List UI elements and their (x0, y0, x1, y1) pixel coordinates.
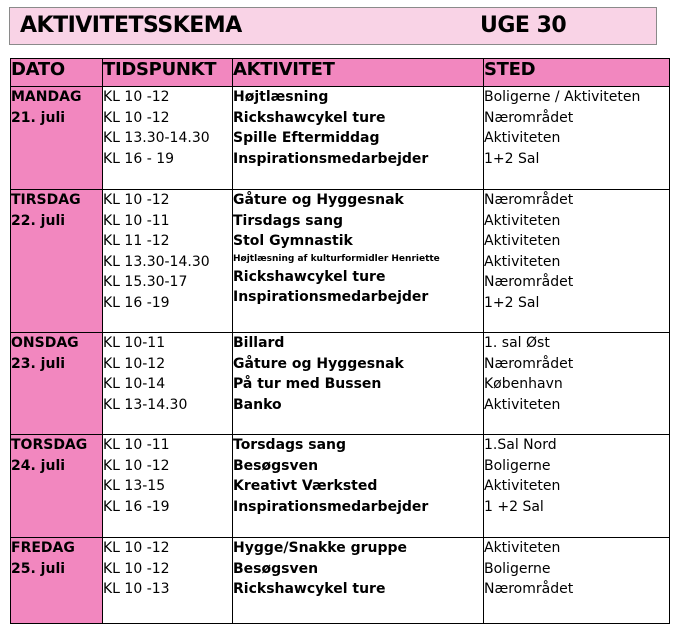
activity-entry: Rickshawcykel ture (233, 268, 386, 285)
activity-entry: Rickshawcykel ture (233, 581, 386, 597)
day-name: TORSDAG (11, 437, 88, 453)
day-name: TIRSDAG (11, 192, 81, 208)
place-entry: 1 +2 Sal (484, 498, 544, 515)
place-entry: Aktiviteten (484, 130, 561, 146)
day-row-monday (11, 87, 670, 190)
place-entry: Nærområdet (484, 109, 574, 126)
activity-entry: Hygge/Snakke gruppe (233, 540, 408, 556)
time-entry: KL 10 -12 (103, 560, 170, 577)
place-entry: Boligerne (484, 457, 551, 474)
time-cell (103, 190, 233, 333)
column-header-activity: AKTIVITET (233, 59, 484, 87)
activity-entry: Spille Eftermiddag (233, 130, 380, 146)
place-entry: 1. sal Øst (484, 335, 550, 351)
time-entry: KL 10 -11 (103, 437, 170, 453)
day-date: 23. juli (11, 355, 66, 372)
activity-entry: På tur med Bussen (233, 376, 382, 392)
activity-cell (233, 538, 484, 624)
day-cell (11, 538, 103, 624)
place-entry: Aktiviteten (484, 478, 561, 494)
time-entry: KL 11 -12 (103, 233, 170, 249)
time-cell (103, 538, 233, 624)
time-entry: KL 10 -12 (103, 89, 170, 105)
time-entry: KL 10 -12 (103, 109, 170, 126)
place-cell (484, 87, 670, 190)
day-name: MANDAG (11, 89, 82, 105)
place-cell (484, 435, 670, 538)
place-entry: Nærområdet (484, 274, 574, 290)
day-date: 24. juli (11, 457, 66, 474)
column-header-date: DATO (11, 59, 103, 87)
place-entry: Aktiviteten (484, 212, 561, 229)
time-entry: KL 10 -11 (103, 212, 170, 229)
place-entry: Aktiviteten (484, 540, 561, 556)
day-row-tuesday (11, 190, 670, 333)
activity-entry: Rickshawcykel ture (233, 109, 386, 126)
time-entry: KL 16 -19 (103, 498, 170, 515)
day-cell (11, 190, 103, 333)
place-entry: Boligerne / Aktiviteten (484, 89, 641, 105)
time-cell (103, 87, 233, 190)
activity-entry: Torsdags sang (233, 437, 347, 453)
place-cell (484, 333, 670, 435)
activity-entry: Gåture og Hyggesnak (233, 192, 404, 208)
place-entry: Aktiviteten (484, 253, 561, 270)
place-entry: Aktiviteten (484, 396, 561, 413)
time-entry: KL 10 -12 (103, 192, 170, 208)
time-entry: KL 13.30-14.30 (103, 253, 210, 270)
activity-entry: Banko (233, 396, 282, 413)
title-bar (9, 7, 657, 45)
activity-entry: Højtlæsning (233, 89, 329, 105)
schedule-table (10, 58, 670, 624)
activity-entry: Besøgsven (233, 457, 319, 474)
activity-cell (233, 190, 484, 333)
day-name: FREDAG (11, 540, 75, 556)
day-date: 25. juli (11, 560, 66, 577)
activity-entry: Inspirationsmedarbejder (233, 150, 429, 167)
day-row-wednesday (11, 333, 670, 435)
place-entry: 1.Sal Nord (484, 437, 557, 453)
day-row-thursday (11, 435, 670, 538)
activity-cell (233, 333, 484, 435)
time-entry: KL 10 -12 (103, 540, 170, 556)
time-entry: KL 10-14 (103, 376, 166, 392)
activity-entry: Besøgsven (233, 560, 319, 577)
header-row (11, 59, 670, 87)
day-cell (11, 333, 103, 435)
place-entry: 1+2 Sal (484, 150, 540, 167)
activity-entry: Gåture og Hyggesnak (233, 355, 404, 372)
column-header-place: STED (484, 59, 670, 87)
day-name: ONSDAG (11, 335, 79, 351)
time-entry: KL 10 -12 (103, 457, 170, 474)
time-entry: KL 16 - 19 (103, 150, 175, 167)
time-entry: KL 16 -19 (103, 294, 170, 311)
column-header-time: TIDSPUNKT (103, 59, 233, 87)
activity-entry: Inspirationsmedarbejder (233, 498, 429, 515)
place-cell (484, 190, 670, 333)
day-row-friday (11, 538, 670, 624)
activity-entry-small: Højtlæsning af kulturformidler Henriette (233, 253, 440, 264)
activity-entry: Kreativt Værksted (233, 478, 378, 494)
place-cell (484, 538, 670, 624)
week-label: UGE 30 (480, 13, 567, 38)
activity-entry: Stol Gymnastik (233, 233, 353, 249)
place-entry: København (484, 376, 563, 392)
place-entry: 1+2 Sal (484, 294, 540, 311)
day-date: 21. juli (11, 109, 66, 126)
place-entry: Aktiviteten (484, 233, 561, 249)
time-entry: KL 13-14.30 (103, 396, 188, 413)
activity-entry: Billard (233, 335, 285, 351)
time-cell (103, 333, 233, 435)
time-entry: KL 10-12 (103, 355, 166, 372)
time-entry: KL 10-11 (103, 335, 166, 351)
place-entry: Boligerne (484, 560, 551, 577)
activity-entry: Tirsdags sang (233, 212, 344, 229)
day-cell (11, 435, 103, 538)
activity-cell (233, 435, 484, 538)
page-title: AKTIVITETSSKEMA (20, 13, 242, 38)
time-entry: KL 13-15 (103, 478, 166, 494)
activity-cell (233, 87, 484, 190)
activity-entry: Inspirationsmedarbejder (233, 289, 429, 305)
time-cell (103, 435, 233, 538)
place-entry: Nærområdet (484, 355, 574, 372)
time-entry: KL 10 -13 (103, 581, 170, 597)
day-date: 22. juli (11, 212, 66, 229)
time-entry: KL 13.30-14.30 (103, 130, 210, 146)
place-entry: Nærområdet (484, 581, 574, 597)
time-entry: KL 15.30-17 (103, 274, 188, 290)
place-entry: Nærområdet (484, 192, 574, 208)
day-cell (11, 87, 103, 190)
